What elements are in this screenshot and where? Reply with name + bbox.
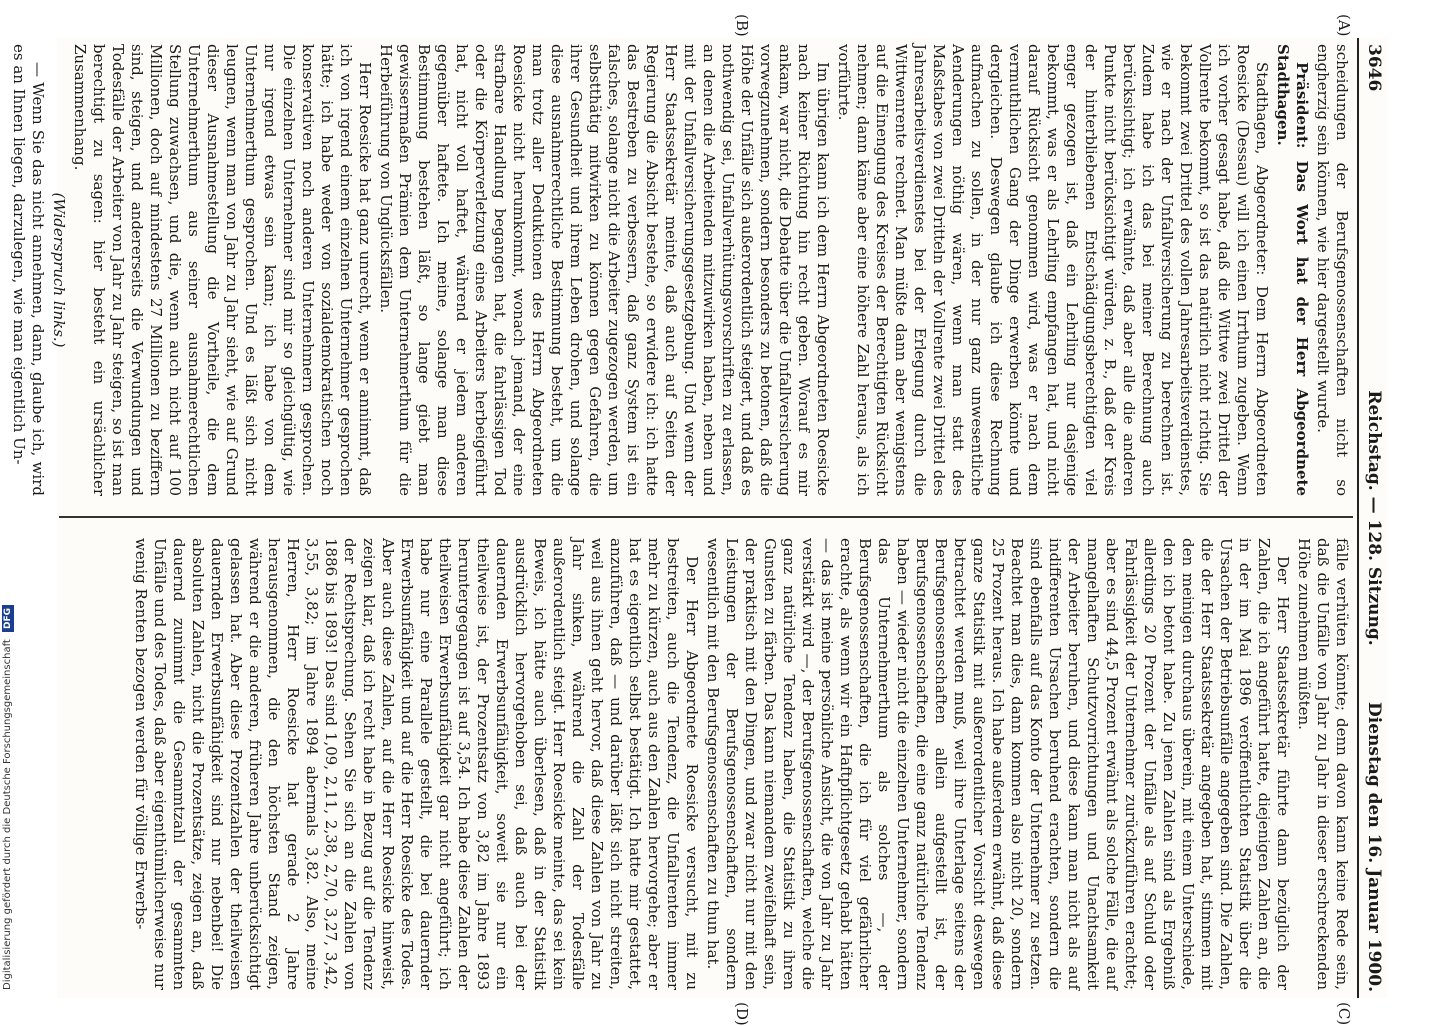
paragraph: fälle verhüten könnte; denn davon kann keine Rede sein, daß die Unfälle von Jahr zu Jahr in dieser erschreckenden Höhe zunehmen müßten. xyxy=(1295,538,1351,990)
column-divider xyxy=(59,516,1353,518)
digitization-credit xyxy=(2,605,14,990)
credit-text: Digitalisierung gefördert durch die Deutsche Forschungsgemeinschaft xyxy=(2,639,13,990)
paragraph: Der Herr Abgeordnete Roesicke versucht, mit zu bestreiten, auch die Tendenz, die Unfallrenten immer mehr zu kürzen, auch aus den Zahlen hervorgehe; aber er hat es eigentlich selbst bestätigt. Ich hatte mir gestattet, anzuführen, daß — und darüber läßt sich nicht streiten, weil aus ihnen geht hervor, daß diese Zahlen von Jahr zu Jahr sinken, während die Zahl der Todesfälle außerordentlich steigt. Herr Roesicke meinte, das sei kein Beweis, ich hätte auch überlesen, daß in der Statistik ausdrücklich hervorgehoben sei, daß auch bei der dauernden Erwerbsunfähigkeit, soweit sie nur ein theilweise ist, der Prozentsatz von 3,82 im Jahre 1893 heruntergegangen ist auf 3,54. Ich habe diese Zahlen der theilweisen Erwerbsunfähigkeit gar nicht angeführt; ich habe nur eine Parallele gestellt, die bei dauernder Erwerbsunfähigkeit und auf die Herr Roesicke des Todes. Aber auch diese Zahlen, auf die Herr Roesicke hinweist, zeigen klar, daß ich recht habe in Bezug auf die Tendenz der Rechtsprechung. Sehen Sie sich an die Zahlen von 1886 bis 1893! Das sind 1,09, 2,11, 2,38, 2,70, 3,27, 3,42, 3,55, 3,82; im Jahre 1894 abermals 3,82. Also, meine Herren, Herr Roesicke hat gerade 2 Jahre herausgenommen, die den höchsten Stand zeigen, während er die anderen, früheren Jahre unberücksichtigt gelassen hat. Aber diese Prozentzahlen der theilweisen dauernden Erwerbsunfähigkeit sind nur nebenbei! Die absoluten Zahlen, nicht die Prozentsätze, zeigen an, daß dauernd zunimmt die Gesammtzahl der gesammten Unfälle und des Todes, daß aber eigenthümlicherweise nur wenig Renten bezogen werden für völlige Erwerbs- xyxy=(132,538,701,990)
paragraph: scheidungen der Berufsgenossenschaften nicht so engherzig sein können, wie hier dargestellt wurde. xyxy=(1314,44,1351,496)
session-date: Dienstag den 16. Januar 1900. xyxy=(1364,702,1384,992)
dfg-logo-icon: DFG xyxy=(2,605,14,632)
paragraph: — Wenn Sie das nicht annehmen, dann, glaube ich, wird es an Ihnen liegen, darzulegen, wie man eigentlich Un- xyxy=(10,44,47,496)
margin-letter-d: (D) xyxy=(733,1002,751,1026)
margin-letter-a: (A) xyxy=(1335,14,1353,37)
paragraph: Herr Roesicke hat ganz unrecht, wenn er annimmt, daß ich von irgend einem einzelnen Unternehmer gesprochen hätte; ich habe weder von sozialdemokratischen noch konservativen noch anderen Unternehmern gesprochen. Die einzelnen Unternehmer sind mir so gleichgültig, wie nur irgend etwas sein kann; ich habe von dem Unternehmerthum gesprochen. Und es läßt sich nicht leugnen, wenn man von Jahr zu Jahr sieht, wie auf Grund dieser Ausnahmestellung die Vortheile, die dem Unternehmerthum aus seiner ausnahmerechtlichen Stellung zuwachsen, und die, wenn auch nicht auf 100 Millionen, doch auf mindestens 27 Millionen zu beziffern sind, steigen, und andererseits die Verwundungen und Todesfälle der Arbeiter von Jahr zu Jahr steigen, so ist man berechtigt zu sagen: hier besteht ein ursächlicher Zusammenhang. xyxy=(71,44,374,496)
page-title: Reichstag. — 128. Sitzung. xyxy=(1364,390,1384,646)
paragraph: Im übrigen kann ich dem Herrn Abgeordneten Roesicke nach keiner Richtung hin recht geben. Worauf es mir ankam, war nicht, die Debatte über die Unfallversicherung vorwegzunehmen, sondern besonders zu betonen, daß die Höhe der Unfälle sich außerordentlich steigert, und daß es nothwendig sei, Unfallverhütungsvorschriften zu erlassen, an denen die Arbeitenden mitzuwirken haben, neben und mit der Unfallversicherungsgesetzgebung. Und wenn der Herr Staatssekretär meinte, daß auch auf Seiten der Regierung die Absicht bestehe, so erwidere ich: ich hatte das Bestreben zu verbessern, daß ganz System ist ein falsches, solange nicht die Arbeiter zugezogen werden, um selbstthätig mitwirken zu können gegen Gefahren, die ihrer Gesundheit und ihrem Leben drohen, und solange diese ausnahmerechtliche Bestimmung besteht, um die man trotz aller Deduktionen des Herrn Abgeordneten Roesicke nicht herumkommt, wonach jemand, der eine strafbare Handlung begangen hat, die fahrlässigen Tod oder die Körperverletzung eines Arbeiters herbeigeführt hat, nicht voll haftet, während er jedem anderen gegenüber haftete. Ich meine, solange man diese Bestimmung bestehen läßt, so lange giebt man gewissermaßen Prämien dem Unternehmerthum für die Herbeiführung von Unglücksfällen. xyxy=(377,44,832,496)
left-column xyxy=(10,44,1351,496)
newspaper-page xyxy=(10,14,1387,1026)
page-number: 3646 xyxy=(1364,44,1384,92)
right-column xyxy=(61,538,1351,990)
paragraph: Der Herr Staatssekretär führte dann bezüglich der Zahlen, die ich angeführt hatte, diejenigen Zahlen an, die in der im Mai 1896 veröffentlichten Statistik über die Ursachen der Betriebsunfälle angegeben sind. Die Zahlen, die der Herr Staatssekretär angegeben hat, stimmen mit den meinigen durchaus überein, mit einem Unterschiede, den ich betont habe. Zu jenen Zahlen sind als Ergebniß allerdings 20 Prozent der Unfälle als auf Schuld oder Fahrlässigkeit der Unternehmer zurückzuführen erachtet; aber es sind 44,5 Prozent erwähnt als solche Fälle, die auf mangelhaften Schutzvorrichtungen und Unachtsamkeit der Arbeiter beruhen, und diese kann man nicht als auf indifferenten Ursachen beruhend erachten, sondern die sind ebenfalls auf das Konto der Unternehmer zu setzen. Beachtet man dies, dann kommen also nicht 20, sondern 25 Prozent heraus. Ich habe außerdem erwähnt, daß diese ganze Statistik mit außerordentlicher Vorsicht deswegen betrachtet werden muß, weil ihre Unterlage seitens der Berufsgenossenschaften allein aufgestellt ist, der Berufsgenossenschaften, die eine ganz natürliche Tendenz haben — wieder nicht die einzelnen Unternehmer, sondern das Unternehmerthum als solches —, der Berufsgenossenschaften, die ich für viel gefährlicher erachte, als wenn wir ein Haftpflichtgesetz gehabt hätten — das ist meine persönliche Ansicht, die von Jahr zu Jahr verstärkt wird —, der Berufsgenossenschaften, welche die ganz natürliche Tendenz haben, die Statistik zu ihren Gunsten zu färben. Das kann niemandem zweifelhaft sein, der praktisch mit den Dingen, und zwar nicht nur mit den Leistungen der Berufsgenossenschaften, sondern wesentlich mit den Berufsgenossenschaften zu thun hat. xyxy=(704,538,1292,990)
interjection: (Widerspruch links.) xyxy=(50,192,68,348)
margin-letter-c: (C) xyxy=(1335,1002,1353,1026)
margin-letter-b: (B) xyxy=(733,14,751,37)
page-header xyxy=(1357,38,1387,998)
paragraph: Stadthagen, Abgeordneter: Dem Herrn Abgeordneten Roesicke (Dessau) will ich einen Irrthum zugeben. Wenn ich vorher gesagt habe, daß die Wittwe zwei Drittel der Vollrente bekommt, so ist das natürlich nicht richtig. Sie bekommt zwei Drittel des vollen Jahresarbeitsverdienstes, wie er nach der Unfallversicherung zu berechnen ist. Zudem habe ich das bei meiner Berechnung auch berücksichtigt; ich erwähnte, daß aber alle die anderen Punkte nicht berücksichtigt würden, z. B., daß der Kreis der hinterbliebenen Entschädigungsberechtigten viel enger gezogen ist, daß ein Lehrling nur dasjenige bekommt, was er als Lehrling empfangen hat, und nicht darauf Rücksicht genommen wird, was er nach dem vermuthlichen Gang der Dinge erwerben könnte und dergleichen. Deswegen glaube ich diese Rechnung aufmachen zu sollen, in der nur ganz unwesentliche Aenderungen nöthig wären, wenn man statt des Maßstabes von zwei Dritteln der Vollrente zwei Drittel des Jahresarbeitsverdienstes bei der Erlegung durch die Wittwenrente rechnet. Man müßte dann aber wenigstens auf die Einengung des Kreises der Berechtigten Rücksicht nehmen; dann käme aber eine höhere Zahl heraus, als ich vorführte. xyxy=(835,44,1271,496)
paragraph: Präsident: Das Wort hat der Herr Abgeordnete Stadthagen. xyxy=(1274,44,1311,496)
